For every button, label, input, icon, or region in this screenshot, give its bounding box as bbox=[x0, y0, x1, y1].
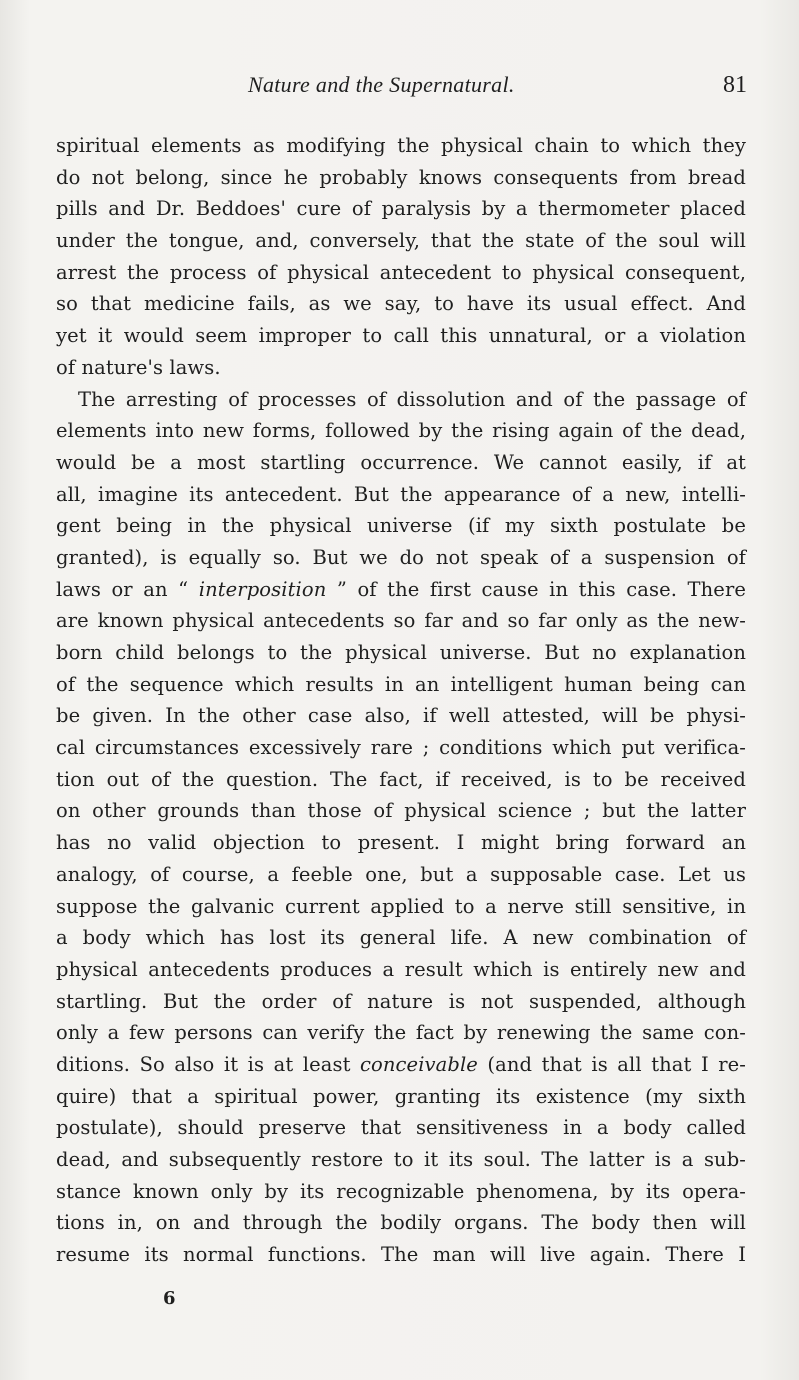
text-line: tion out of the question. The fact, if received, is to be received bbox=[56, 767, 746, 791]
text-line: has no valid objection to present. I might bring forward an bbox=[56, 831, 746, 855]
text-line: gent being in the physical universe (if my sixth postulate be bbox=[56, 514, 746, 538]
text-line: born child belongs to the physical universe. But no explanation bbox=[56, 641, 746, 664]
text-line bbox=[56, 1049, 746, 1081]
page-number: 81 bbox=[723, 72, 747, 98]
text-line: only a few persons can verify the fact by renewing the same con- bbox=[56, 1021, 746, 1045]
text-line bbox=[56, 574, 746, 606]
text-line: analogy, of course, a feeble one, but a supposable case. Let us bbox=[56, 862, 746, 886]
text-line: a body which has lost its general life. A new combination of bbox=[56, 926, 746, 950]
text-line: The arresting of processes of dissolution and of the passage of bbox=[78, 387, 746, 411]
text-segment: (and that is all that I re- bbox=[477, 1052, 746, 1076]
text-line: startling. But the order of nature is not suspended, although bbox=[56, 989, 746, 1013]
text-line: postulate), should preserve that sensitiveness in a body called bbox=[56, 1116, 746, 1140]
text-line: arrest the process of physical antecedent to physical consequent, bbox=[56, 260, 746, 284]
body-text bbox=[56, 130, 746, 1271]
text-line: granted), is equally so. But we do not speak of a suspension of bbox=[56, 545, 746, 569]
text-segment: ditions. So also it is at least bbox=[56, 1052, 361, 1076]
text-line: dead, and subsequently restore to it its soul. The latter is a sub- bbox=[56, 1148, 746, 1171]
text-line: pills and Dr. Beddoes' cure of paralysis by a thermometer placed bbox=[56, 197, 746, 221]
text-line: all, imagine its antecedent. But the appearance of a new, intelli- bbox=[56, 482, 746, 506]
text-line: are known physical antecedents so far and so far only as the new- bbox=[56, 609, 746, 633]
text-line: on other grounds than those of physical science ; but the latter bbox=[56, 799, 746, 823]
text-line: cal circumstances excessively rare ; conditions which put verifica- bbox=[56, 736, 746, 760]
text-line: be given. In the other case also, if well attested, will be physi- bbox=[56, 704, 746, 728]
text-line: resume its normal functions. The man will live again. There I bbox=[56, 1243, 746, 1267]
running-title: Nature and the Supernatural. bbox=[248, 72, 515, 97]
text-line: elements into new forms, followed by the rising again of the dead, bbox=[56, 419, 746, 443]
text-line: under the tongue, and, conversely, that the state of the soul will bbox=[56, 229, 746, 253]
text-line: yet it would seem improper to call this unnatural, or a violation bbox=[56, 324, 746, 348]
text-line: tions in, on and through the bodily organs. The body then will bbox=[56, 1211, 746, 1235]
text-line: so that medicine fails, as we say, to have its usual effect. And bbox=[56, 292, 746, 316]
italic-term: conceivable bbox=[360, 1052, 478, 1076]
signature-mark: 6 bbox=[163, 1288, 176, 1309]
text-line: suppose the galvanic current applied to a nerve still sensitive, in bbox=[56, 894, 746, 918]
running-head bbox=[0, 72, 799, 106]
text-line: of nature's laws. bbox=[56, 355, 221, 379]
text-line: stance known only by its recognizable phenomena, by its opera- bbox=[56, 1179, 746, 1203]
text-line: of the sequence which results in an intelligent human being can bbox=[56, 672, 746, 696]
text-segment: ” of the first cause in this case. There bbox=[326, 577, 747, 601]
italic-term: interposition bbox=[198, 577, 327, 601]
text-line: do not belong, since he probably knows consequents from bread bbox=[56, 165, 746, 189]
text-line: spiritual elements as modifying the physical chain to which they bbox=[56, 134, 746, 157]
text-segment: laws or an “ bbox=[56, 577, 199, 601]
text-line: quire) that a spiritual power, granting its existence (my sixth bbox=[56, 1084, 746, 1108]
text-line: would be a most startling occurrence. We cannot easily, if at bbox=[56, 450, 746, 474]
text-line: physical antecedents produces a result which is entirely new and bbox=[56, 957, 746, 981]
